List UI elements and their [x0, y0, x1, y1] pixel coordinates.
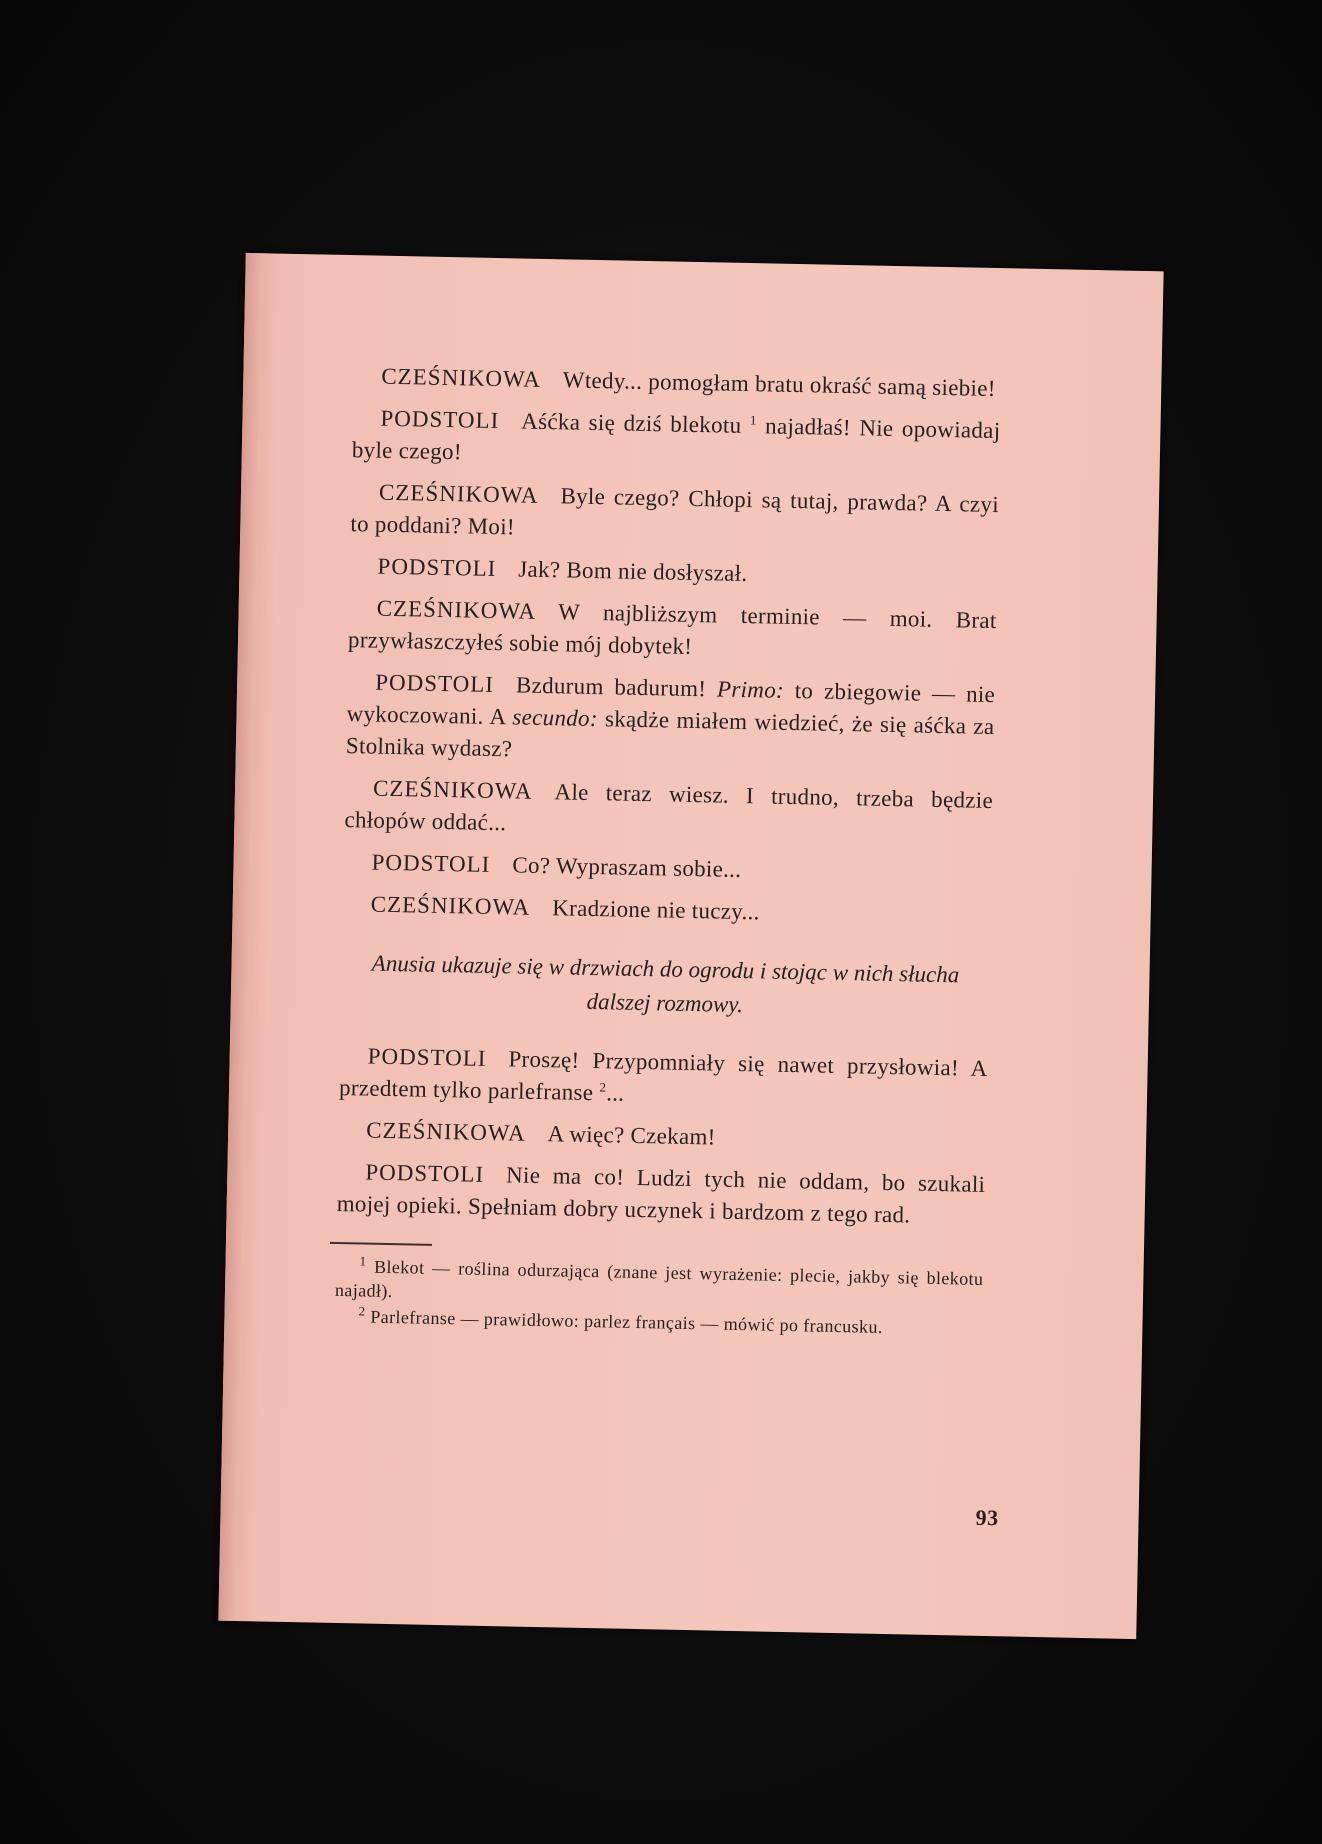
- book-page: [218, 253, 1163, 1639]
- footnote-text: Blekot — roślina odurzająca (znane jest wyrażenie: plecie, jakby się blekotu najadł).: [334, 1256, 984, 1302]
- speaker-name: CZEŚNIKOWA: [365, 1117, 526, 1146]
- speaker-name: CZEŚNIKOWA: [378, 479, 539, 508]
- speech-text: to zbiegowie — nie wykoczowani. A: [346, 677, 996, 730]
- dialogue-line: [339, 1040, 988, 1117]
- speaker-name: CZEŚNIKOWA: [372, 775, 533, 804]
- speaker-name: PODSTOLI: [380, 405, 500, 434]
- dialogue-line: [336, 1156, 985, 1233]
- dialogue-line: [349, 550, 998, 595]
- speaker-name: PODSTOLI: [367, 1043, 487, 1071]
- dialogue-line: [338, 1114, 987, 1159]
- footnote-number: 1: [359, 1253, 367, 1269]
- dialogue-line: [352, 402, 1001, 479]
- speech-text: Nie ma co! Ludzi tych nie oddam, bo szukali mojej opieki. Spełniam dobry uczynek i bardzom z tego rad.: [336, 1162, 986, 1228]
- footnote-marker: 2: [599, 1079, 607, 1095]
- speech-text: Wtedy... pomogłam bratu okraść samą siebie!: [562, 367, 996, 402]
- speech-text: Co? Wypraszam sobie...: [512, 852, 742, 882]
- speech-text: Bzdurum badurum!: [515, 672, 718, 702]
- dialogue-line: [353, 360, 1002, 405]
- dialogue-line: [348, 592, 997, 669]
- speaker-name: CZEŚNIKOWA: [381, 363, 542, 392]
- dialogue-line: [343, 846, 992, 891]
- speech-text: Aśćka się dziś blekotu: [521, 408, 742, 438]
- speech-text: W najbliższym terminie — moi. Brat przywłaszczyłeś sobie mój dobytek!: [347, 599, 997, 659]
- dialogue-line: [342, 888, 991, 933]
- speaker-name: CZEŚNIKOWA: [370, 891, 531, 920]
- speech-text: Ale teraz wiesz. I trudno, trzeba będzie chłopów oddać...: [344, 779, 994, 836]
- footnote-divider: [330, 1242, 432, 1246]
- speech-text: A więc? Czekam!: [547, 1121, 716, 1150]
- footnote-text: Parlefranse — prawidłowo: parlez français — mówić po francusku.: [370, 1306, 883, 1337]
- page-number: 93: [975, 1504, 999, 1531]
- speech-text: ...: [605, 1080, 625, 1106]
- speech-text: Byle czego? Chłopi są tutaj, prawda? A czyi to poddani? Moi!: [350, 483, 1000, 540]
- footnote-number: 2: [358, 1303, 366, 1319]
- stage-direction: Anusia ukazuje się w drzwiach do ogrodu i stojąc w nich słucha dalszej rozmowy.: [371, 950, 960, 1018]
- speech-text: Proszę! Przypomniały się nawet przysłowia! A przedtem tylko parlefranse: [338, 1046, 988, 1106]
- speaker-name: PODSTOLI: [377, 553, 497, 582]
- latin-term: Primo:: [716, 676, 785, 703]
- dialogue-line: [344, 772, 993, 849]
- speech-text: Jak? Bom nie dosłyszał.: [518, 556, 748, 587]
- speaker-name: PODSTOLI: [365, 1159, 485, 1187]
- speech-text: skądże miałem wiedzieć, że się aśćka za Stolnika wydasz?: [345, 706, 995, 762]
- page-text: [334, 360, 1001, 1343]
- footnote-marker: 1: [749, 412, 757, 428]
- dialogue-line: [346, 666, 996, 775]
- speaker-name: CZEŚNIKOWA: [376, 595, 537, 624]
- speaker-name: PODSTOLI: [374, 669, 495, 697]
- speaker-name: PODSTOLI: [371, 849, 491, 877]
- speech-text: Kradzione nie tuczy...: [551, 895, 760, 925]
- latin-term: secundo:: [512, 704, 599, 732]
- speech-text: najadłaś! Nie opowiadaj byle czego!: [351, 413, 1001, 465]
- dialogue-line: [350, 476, 999, 553]
